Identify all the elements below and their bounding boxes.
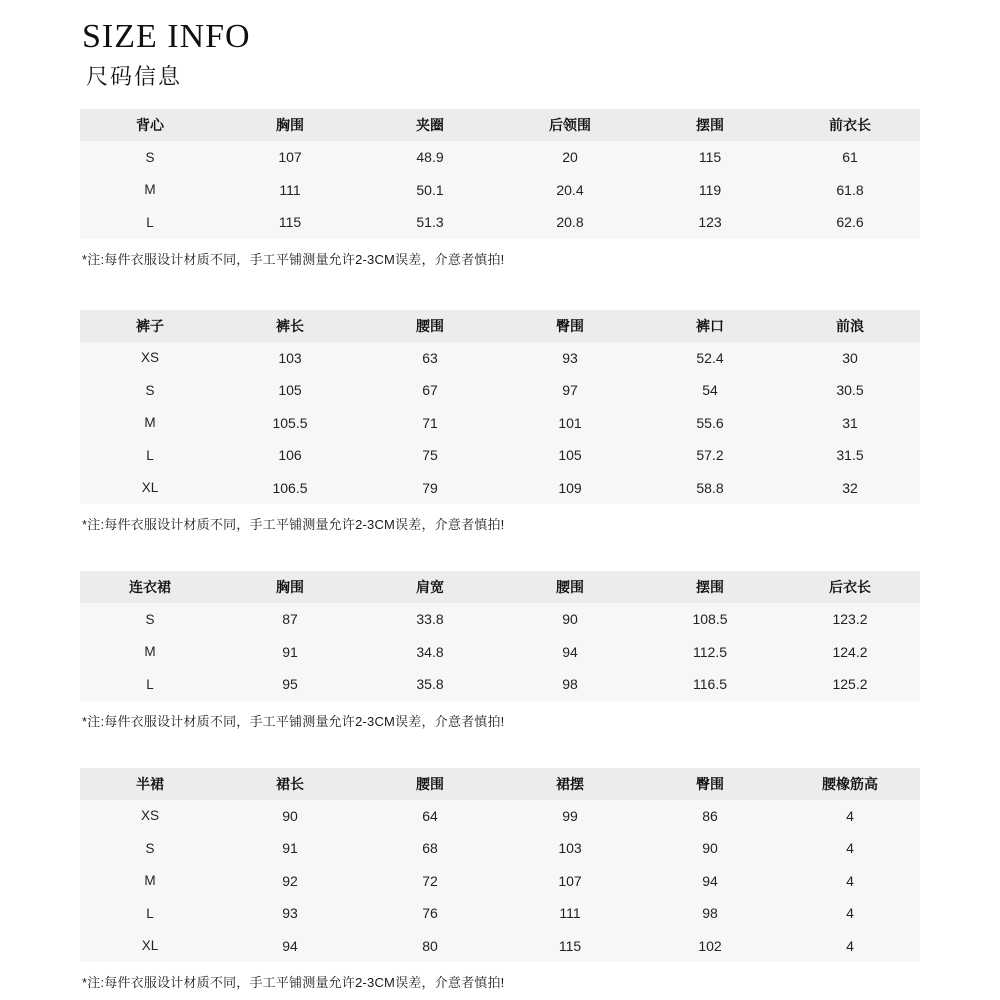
table-cell: 105 <box>220 374 360 407</box>
table-cell: 4 <box>780 800 920 833</box>
table-cell: 90 <box>640 832 780 865</box>
column-header: 后衣长 <box>780 571 920 603</box>
table-cell: 67 <box>360 374 500 407</box>
table-cell: 109 <box>500 472 640 505</box>
table-cell: 101 <box>500 407 640 440</box>
table-header-row <box>80 310 920 342</box>
table-cell: 95 <box>220 668 360 701</box>
table-row <box>80 206 920 239</box>
column-header: 前衣长 <box>780 109 920 141</box>
size-table-block-pants <box>80 310 920 534</box>
table-cell: 34.8 <box>360 636 500 669</box>
table-cell: 48.9 <box>360 141 500 174</box>
column-header: 后领围 <box>500 109 640 141</box>
table-cell: S <box>80 141 220 174</box>
table-cell: 115 <box>640 141 780 174</box>
table-cell: 71 <box>360 407 500 440</box>
column-header: 半裙 <box>80 768 220 800</box>
table-row <box>80 174 920 207</box>
column-header: 前浪 <box>780 310 920 342</box>
measurement-note: *注:每件衣服设计材质不同，手工平铺测量允许2-3CM误差，介意者慎拍! <box>82 251 505 267</box>
title-english: SIZE INFO <box>82 18 251 55</box>
table-cell: 4 <box>780 832 920 865</box>
table-row <box>80 865 920 898</box>
size-table-block-dress <box>80 571 920 730</box>
column-header: 胸围 <box>220 571 360 603</box>
column-header: 裤长 <box>220 310 360 342</box>
table-cell: 99 <box>500 800 640 833</box>
table-row <box>80 930 920 963</box>
table-cell: 90 <box>220 800 360 833</box>
table-cell: 68 <box>360 832 500 865</box>
section-spacer <box>80 276 920 310</box>
title-chinese: 尺码信息 <box>86 64 183 90</box>
table-cell: 105 <box>500 439 640 472</box>
table-cell: 116.5 <box>640 668 780 701</box>
table-row <box>80 668 920 701</box>
table-cell: 93 <box>220 897 360 930</box>
table-cell: 111 <box>220 174 360 207</box>
table-cell: S <box>80 603 220 636</box>
table-cell: M <box>80 636 220 669</box>
table-cell: 107 <box>500 865 640 898</box>
table-cell: 4 <box>780 865 920 898</box>
table-cell: 51.3 <box>360 206 500 239</box>
column-header: 摆围 <box>640 109 780 141</box>
section-spacer <box>80 541 920 571</box>
column-header: 臀围 <box>500 310 640 342</box>
table-cell: 103 <box>500 832 640 865</box>
table-cell: XS <box>80 342 220 375</box>
table-cell: 98 <box>500 668 640 701</box>
size-table-block-skirt <box>80 768 920 992</box>
column-header: 臀围 <box>640 768 780 800</box>
table-cell: 94 <box>220 930 360 963</box>
table-cell: 20.4 <box>500 174 640 207</box>
column-header: 肩宽 <box>360 571 500 603</box>
table-cell: M <box>80 865 220 898</box>
table-cell: S <box>80 374 220 407</box>
table-cell: 91 <box>220 636 360 669</box>
column-header: 裤口 <box>640 310 780 342</box>
table-cell: 115 <box>220 206 360 239</box>
table-cell: 107 <box>220 141 360 174</box>
table-cell: 79 <box>360 472 500 505</box>
table-cell: 86 <box>640 800 780 833</box>
table-cell: 75 <box>360 439 500 472</box>
table-cell: 125.2 <box>780 668 920 701</box>
table-cell: 90 <box>500 603 640 636</box>
measurement-note: *注:每件衣服设计材质不同，手工平铺测量允许2-3CM误差，介意者慎拍! <box>82 975 505 991</box>
table-cell: 80 <box>360 930 500 963</box>
table-row <box>80 472 920 505</box>
measurement-note: *注:每件衣服设计材质不同，手工平铺测量允许2-3CM误差，介意者慎拍! <box>82 713 505 729</box>
table-cell: 30.5 <box>780 374 920 407</box>
table-cell: 61 <box>780 141 920 174</box>
table-cell: 31 <box>780 407 920 440</box>
table-row <box>80 832 920 865</box>
table-row <box>80 407 920 440</box>
column-header: 裙摆 <box>500 768 640 800</box>
table-cell: 61.8 <box>780 174 920 207</box>
size-table-pants <box>80 310 920 505</box>
table-cell: 50.1 <box>360 174 500 207</box>
table-cell: 20 <box>500 141 640 174</box>
table-header-row <box>80 768 920 800</box>
table-cell: 106 <box>220 439 360 472</box>
table-row <box>80 603 920 636</box>
table-cell: 108.5 <box>640 603 780 636</box>
table-cell: 35.8 <box>360 668 500 701</box>
size-table-skirt <box>80 768 920 963</box>
table-cell: 30 <box>780 342 920 375</box>
table-cell: 87 <box>220 603 360 636</box>
table-cell: 4 <box>780 897 920 930</box>
column-header: 腰围 <box>500 571 640 603</box>
table-cell: 55.6 <box>640 407 780 440</box>
table-cell: M <box>80 174 220 207</box>
table-cell: 31.5 <box>780 439 920 472</box>
table-cell: 123 <box>640 206 780 239</box>
size-table-vest <box>80 109 920 239</box>
column-header: 胸围 <box>220 109 360 141</box>
table-cell: 105.5 <box>220 407 360 440</box>
table-row <box>80 141 920 174</box>
table-cell: 20.8 <box>500 206 640 239</box>
table-cell: 123.2 <box>780 603 920 636</box>
table-cell: 119 <box>640 174 780 207</box>
table-cell: 103 <box>220 342 360 375</box>
table-cell: XL <box>80 472 220 505</box>
table-cell: 72 <box>360 865 500 898</box>
table-cell: L <box>80 439 220 472</box>
table-cell: M <box>80 407 220 440</box>
table-cell: 91 <box>220 832 360 865</box>
table-cell: 124.2 <box>780 636 920 669</box>
table-header-row <box>80 571 920 603</box>
table-row <box>80 374 920 407</box>
table-cell: 97 <box>500 374 640 407</box>
column-header: 背心 <box>80 109 220 141</box>
table-cell: S <box>80 832 220 865</box>
section-spacer <box>80 738 920 768</box>
table-cell: 112.5 <box>640 636 780 669</box>
column-header: 腰橡筋高 <box>780 768 920 800</box>
table-row <box>80 439 920 472</box>
column-header: 夹圈 <box>360 109 500 141</box>
table-row <box>80 800 920 833</box>
page-title <box>82 18 920 91</box>
table-cell: 92 <box>220 865 360 898</box>
table-cell: 94 <box>640 865 780 898</box>
column-header: 摆围 <box>640 571 780 603</box>
table-cell: L <box>80 668 220 701</box>
size-table-dress <box>80 571 920 701</box>
column-header: 连衣裙 <box>80 571 220 603</box>
table-cell: 54 <box>640 374 780 407</box>
table-cell: 115 <box>500 930 640 963</box>
table-cell: 76 <box>360 897 500 930</box>
table-cell: 98 <box>640 897 780 930</box>
table-cell: 62.6 <box>780 206 920 239</box>
column-header: 裤子 <box>80 310 220 342</box>
table-row <box>80 636 920 669</box>
table-cell: 33.8 <box>360 603 500 636</box>
table-cell: XS <box>80 800 220 833</box>
table-cell: 64 <box>360 800 500 833</box>
table-cell: 94 <box>500 636 640 669</box>
table-cell: XL <box>80 930 220 963</box>
column-header: 裙长 <box>220 768 360 800</box>
table-cell: 106.5 <box>220 472 360 505</box>
table-cell: 32 <box>780 472 920 505</box>
column-header: 腰围 <box>360 310 500 342</box>
table-cell: 111 <box>500 897 640 930</box>
table-cell: L <box>80 206 220 239</box>
table-cell: L <box>80 897 220 930</box>
table-cell: 102 <box>640 930 780 963</box>
table-row <box>80 897 920 930</box>
table-header-row <box>80 109 920 141</box>
measurement-note: *注:每件衣服设计材质不同，手工平铺测量允许2-3CM误差，介意者慎拍! <box>82 517 505 533</box>
table-row <box>80 342 920 375</box>
table-cell: 63 <box>360 342 500 375</box>
size-table-block-vest <box>80 109 920 268</box>
table-cell: 57.2 <box>640 439 780 472</box>
table-cell: 52.4 <box>640 342 780 375</box>
table-cell: 93 <box>500 342 640 375</box>
column-header: 腰围 <box>360 768 500 800</box>
table-cell: 4 <box>780 930 920 963</box>
table-cell: 58.8 <box>640 472 780 505</box>
